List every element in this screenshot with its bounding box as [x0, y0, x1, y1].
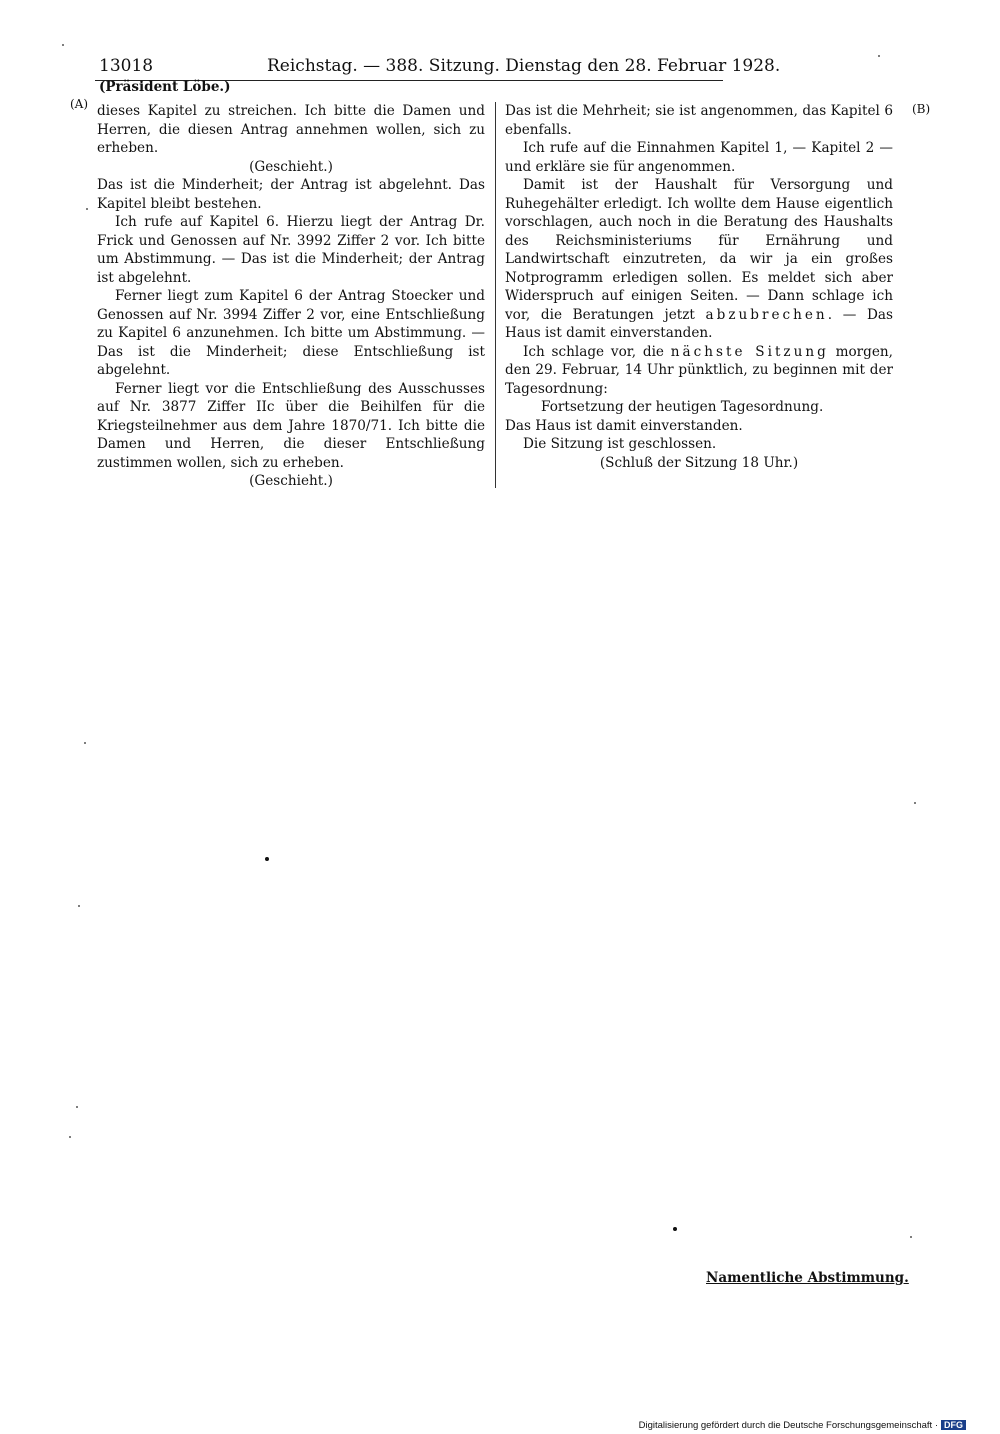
- paragraph: dieses Kapitel zu streichen. Ich bitte die Damen und Herren, die diesen Antrag annehmen wollen, sich zu erheben.: [97, 103, 485, 156]
- scan-speck: [910, 1236, 912, 1238]
- scan-speck: [265, 857, 269, 861]
- page-number: 13018: [99, 56, 154, 76]
- paragraph: Die Sitzung ist geschlossen.: [523, 436, 717, 452]
- footer: [639, 1420, 966, 1431]
- spaced-word: abzubrechen: [705, 306, 828, 323]
- speaker-label: (Präsident Löbe.): [99, 79, 231, 95]
- margin-mark-a: (A): [70, 97, 89, 111]
- paragraph: Das ist die Mehrheit; sie ist angenommen, das Kapitel 6 ebenfalls.: [505, 103, 893, 138]
- scan-speck: [62, 44, 64, 46]
- paragraph: Ferner liegt vor die Entschließung des Ausschusses auf Nr. 3877 Ziffer IIc über die Beihilfen für die Kriegsteilnehmer aus dem Jahre 1870/71. Ich bitte die Damen und Herren, die dieser Entschließung zustimmen wollen, sich zu erheben.: [97, 380, 485, 471]
- right-column: [505, 102, 893, 472]
- paragraph: Das Haus ist damit einverstanden.: [505, 417, 743, 434]
- scan-speck: [878, 55, 880, 57]
- scan-speck: [78, 905, 80, 907]
- running-title: Reichstag. — 388. Sitzung. Dienstag den 28. Februar 1928.: [267, 56, 781, 76]
- stage-direction: (Geschieht.): [249, 473, 333, 489]
- scan-speck: [84, 742, 86, 744]
- scan-speck: [69, 1136, 71, 1138]
- paragraph: Das ist die Minderheit; der Antrag ist abgelehnt. Das Kapitel bleibt bestehen.: [97, 177, 485, 212]
- scan-speck: [914, 802, 916, 804]
- closing-note: (Schluß der Sitzung 18 Uhr.): [599, 454, 799, 471]
- paragraph: Ich rufe auf Kapitel 6. Hierzu liegt der Antrag Dr. Frick und Genossen auf Nr. 3992 Ziffer 2 vor. Ich bitte um Abstimmung. — Das ist die Minderheit; der Antrag ist abgelehnt.: [97, 214, 485, 286]
- text-run: morgen, den 29. Februar, 14 Uhr pünktlich, zu beginnen mit der Tagesordnung:: [505, 343, 893, 397]
- text-run: Damit ist der Haushalt für Versorgung und Ruhegehälter erledigt. Ich wollte dem Hause eigentlich vorschlagen, auch noch in die Beratung des Haushalts des Reichsministeriums für Ernährung und Landwirtschaft einzutreten, da wir ja ein großes Notprogramm erledigen sollen. Es meldet sich aber Widerspruch auf einigen Seiten. — Dann schlage ich vor, die Beratungen jetzt: [505, 177, 893, 323]
- vote-heading: Namentliche Abstimmung.: [706, 1270, 909, 1286]
- spaced-phrase: nächste Sitzung: [670, 343, 829, 360]
- scan-speck: [76, 1106, 78, 1108]
- dfg-logo: DFG: [941, 1420, 966, 1430]
- footer-text: Digitalisierung gefördert durch die Deutsche Forschungsgemeinschaft ·: [638, 1420, 938, 1431]
- paragraph: Ferner liegt zum Kapitel 6 der Antrag Stoecker und Genossen auf Nr. 3994 Ziffer 2 vor, eine Entschließung zu Kapitel 6 anzunehmen. Ich bitte um Abstimmung. — Das ist die Minderheit; diese Entschließung ist abgelehnt.: [97, 288, 485, 378]
- left-column: [97, 102, 485, 491]
- stage-direction: (Geschieht.): [249, 158, 333, 175]
- paragraph: [505, 176, 893, 343]
- column-divider: [495, 102, 496, 488]
- margin-mark-b: (B): [912, 102, 931, 116]
- agenda-item: Fortsetzung der heutigen Tagesordnung.: [541, 399, 824, 415]
- paragraph: [505, 343, 893, 399]
- scan-speck: [86, 208, 88, 210]
- text-run: . — Das Haus ist damit einverstanden.: [505, 306, 893, 341]
- scan-speck: [673, 1227, 677, 1231]
- paragraph: Ich rufe auf die Einnahmen Kapitel 1, — Kapitel 2 — und erkläre sie für angenommen.: [505, 140, 893, 175]
- page-header: [95, 54, 781, 81]
- text-run: Ich schlage vor, die: [523, 343, 671, 360]
